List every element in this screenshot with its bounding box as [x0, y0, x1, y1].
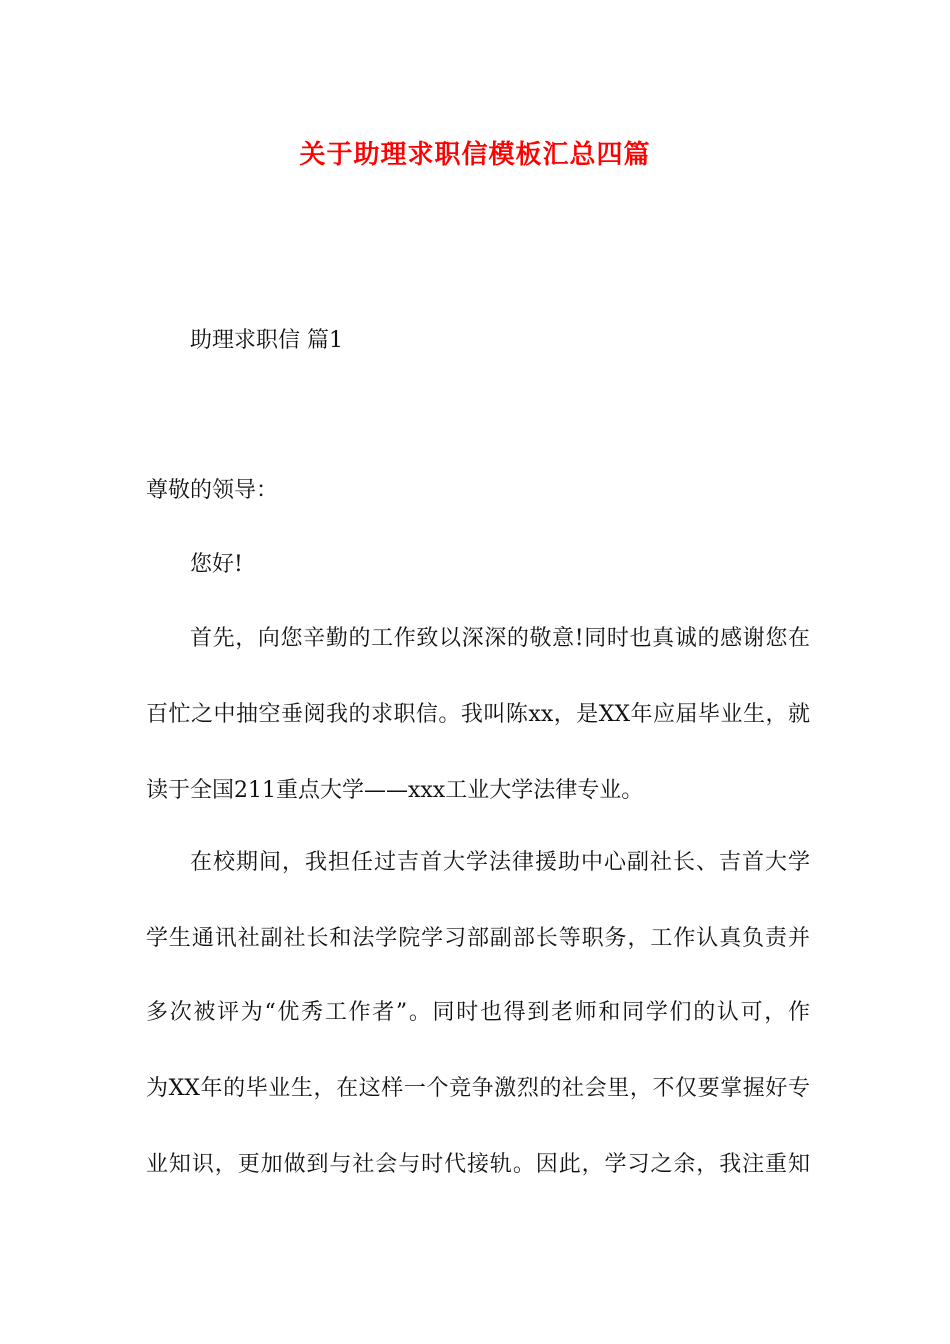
greeting: 您好! [190, 552, 243, 577]
paragraph-line: 为XX年的毕业生，在这样一个竞争激烈的社会里，不仅要掌握好专 [146, 1076, 810, 1101]
salutation: 尊敬的领导： [146, 478, 279, 503]
paragraph-line: 读于全国211重点大学——xxx工业大学法律专业。 [146, 778, 644, 803]
paragraph-line: 百忙之中抽空垂阅我的求职信。我叫陈xx，是XX年应届毕业生，就 [146, 702, 810, 727]
paragraph-line: 在校期间，我担任过吉首大学法律援助中心副社长、吉首大学 [190, 850, 810, 875]
document-title: 关于助理求职信模板汇总四篇 [299, 140, 651, 170]
paragraph-line: 首先，向您辛勤的工作致以深深的敬意!同时也真诚的感谢您在 [190, 626, 810, 651]
paragraph-line: 学生通讯社副社长和法学院学习部副部长等职务，工作认真负责并 [146, 926, 810, 951]
section-heading: 助理求职信 篇1 [190, 328, 343, 353]
paragraph-line: 多次被评为“优秀工作者”。同时也得到老师和同学们的认可，作 [146, 1000, 810, 1025]
paragraph-line: 业知识，更加做到与社会与时代接轨。因此，学习之余，我注重知 [146, 1152, 810, 1177]
